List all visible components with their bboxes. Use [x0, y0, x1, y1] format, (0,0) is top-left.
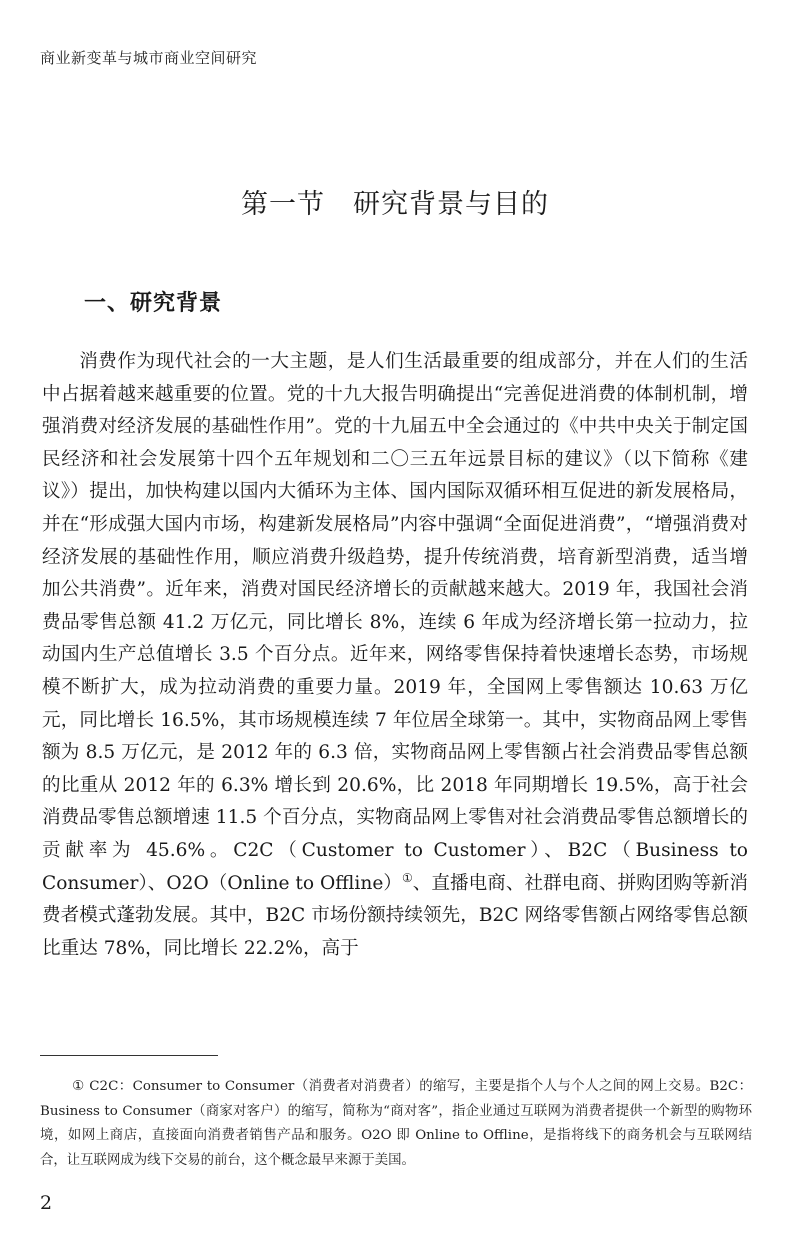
footnote-marker: ①: [72, 1079, 85, 1094]
body-paragraph: [42, 346, 748, 965]
body-text-main: 消费作为现代社会的一大主题，是人们生活最重要的组成部分，并在人们的生活中占据着越来越重要的位置。党的十九大报告明确提出“完善促进消费的体制机制，增强消费对经济发展的基础性作用”。党的十九届五中全会通过的《中共中央关于制定国民经济和社会发展第十四个五年规划和二〇三五年远景目标的建议》（以下简称《建议》）提出，加快构建以国内大循环为主体、国内国际双循环相互促进的新发展格局，并在“形成强大国内市场，构建新发展格局”内容中强调“全面促进消费”，“增强消费对经济发展的基础性作用，顺应消费升级趋势，提升传统消费，培育新型消费，适当增加公共消费”。近年来，消费对国民经济增长的贡献越来越大。2019 年，我国社会消费品零售总额 41.2 万亿元，同比增长 8%，连续 6 年成为经济增长第一拉动力，拉动国内生产总值增长 3.5 个百分点。近年来，网络零售保持着快速增长态势，市场规模不断扩大，成为拉动消费的重要力量。2019 年，全国网上零售额达 10.63 万亿元，同比增长 16.5%，其市场规模连续 7 年位居全球第一。其中，实物商品网上零售额为 8.5 万亿元，是 2012 年的 6.3 倍，实物商品网上零售额占社会消费品零售总额的比重从 2012 年的 6.3% 增长到 20.6%，比 2018 年同期增长 19.5%，高于社会消费品零售总额增速 11.5 个百分点，实物商品网上零售对社会消费品零售总额增长的贡献率为 45.6%。C2C（Customer to Customer）、B2C（Business to Consumer）、O2O（Online to Offline）: [42, 351, 748, 894]
running-header: 商业新变革与城市商业空间研究: [40, 49, 258, 67]
footnote-divider: [40, 1055, 218, 1056]
subsection-heading: 一、研究背景: [84, 291, 223, 316]
page-number: 2: [40, 1192, 53, 1214]
section-title-text: 研究背景与目的: [353, 189, 549, 220]
footnote-text: C2C：Consumer to Consumer（消费者对消费者）的缩写，主要是指个人与个人之间的网上交易。B2C：Business to Consumer（商家对客户）的缩写，简称为“商对客”，指企业通过互联网为消费者提供一个新型的购物环境，如网上商店，直接面向消费者销售产品和服务。O2O 即 Online to Offline，是指将线下的商务机会与互联网结合，让互联网成为线下交易的前台，这个概念最早来源于美国。: [40, 1079, 752, 1168]
section-number: 第一节: [241, 189, 325, 220]
body-text-tail: 、直播电商、社群电商、拼购团购等新消费者模式蓬勃发展。其中，B2C 市场份额持续领先，B2C 网络零售额占网络零售总额比重达 78%，同比增长 22.2%，高于: [42, 872, 748, 959]
footnote-reference[interactable]: ①: [402, 870, 413, 885]
footnote: [40, 1075, 752, 1173]
section-title: [0, 182, 790, 221]
